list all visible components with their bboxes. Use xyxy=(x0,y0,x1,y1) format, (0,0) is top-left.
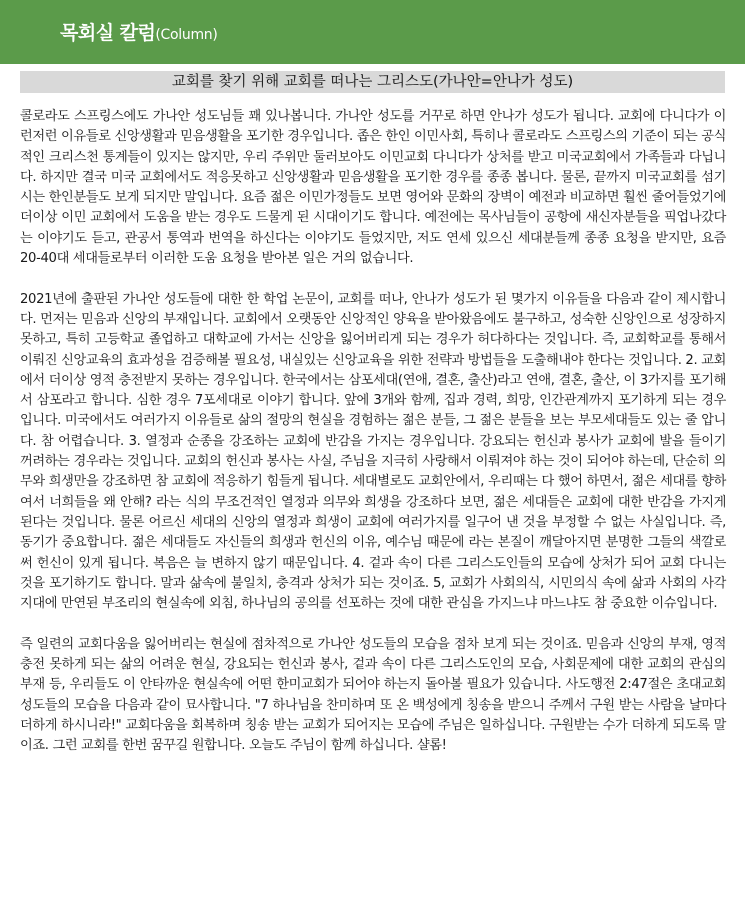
column-header-banner xyxy=(0,0,745,64)
article-paragraph-1: 콜로라도 스프링스에도 가나안 성도님들 꽤 있나봅니다. 가나안 성도를 거꾸로 하면 안나가 성도가 됩니다. 교회에 다니다가 이런저런 이유들로 신앙생활과 믿음생활을 포기한 경우입니다. 좁은 한인 이민사회, 특히나 콜로라도 스프링스의 기준이 되는 공식적인 크리스천 통계들이 있지는 않지만, 우리 주위만 둘러보아도 이민교회 다니다가 상처를 받고 미국교회에서 가족들과 다닙니다. 하지만 결국 미국 교회에서도 적응못하고 신앙생활과 믿음생활을 포기한 경우를 종종 봅니다. 물론, 끝까지 미국교회를 섬기시는 한인분들도 보게 되지만 말입니다. 요즘 젊은 이민가정들도 보면 영어와 문화의 장벽이 예전과 비교하면 훨씬 줄어들었기에 더이상 이민 교회에서 도움을 받는 경우도 드물게 된 시대이기도 합니다. 예전에는 목사님들이 공항에 새신자분들을 픽업나갔다는 이야기도 듣고, 관공서 통역과 번역을 하신다는 이야기도 들었지만, 저도 연세 있으신 세대분들께 종종 요청을 받지만, 요즘 20-40대 세대들로부터 이러한 도움 요청을 받아본 일은 거의 없습니다. xyxy=(20,109,726,267)
article-body xyxy=(20,107,726,777)
column-subtitle-text: (Column) xyxy=(155,27,218,43)
article-paragraph-2: 2021년에 출판된 가나안 성도들에 대한 한 학업 논문이, 교회를 떠나, 안나가 성도가 된 몇가지 이유들을 다음과 같이 제시합니다. 먼저는 믿음과 신앙의 부재입니다. 교회에서 오랫동안 신앙적인 양육을 받아왔음에도 불구하고, 성숙한 신앙인으로 성장하지 못하고, 특히 고등학교 졸업하고 대학교에 가서는 신앙을 잃어버리게 되는 경우가 허다하다는 것입니다. 즉, 교회학교를 통해서 이뤄진 신앙교육의 효과성을 검증해볼 필요성, 내실있는 신앙교육을 위한 전략과 방법들을 도출해내야 한다는 것입니다. 2. 교회에서 더이상 영적 충전받지 못하는 경우입니다. 한국에서는 삼포세대(연애, 결혼, 출산)라고 연애, 결혼, 출산, 이 3가지를 포기해서 삼포라고 합니다. 심한 경우 7포세대로 이야기 합니다. 앞에 3개와 함께, 집과 경력, 희망, 인간관계까지 포기하게 되는 경우입니다. 미국에서도 여러가지 이유들로 삶의 절망의 현실을 경험하는 젊은 분들, 그 젊은 분들을 보는 부모세대들도 있는 줄 압니다. 참 어렵습니다. 3. 열정과 순종을 강조하는 교회에 반감을 가지는 경우입니다. 강요되는 헌신과 봉사가 교회에 발을 들이기 꺼려하는 경우라는 것입니다. 교회의 헌신과 봉사는 사실, 주님을 지극히 사랑해서 이뤄져야 하는 것이 되어야 하는데, 단순히 의무와 희생만을 강조하면 참 교회에 적응하기 힘들게 됩니다. 세대별로도 교회안에서, 우리때는 다 했어 하면서, 젊은 세대를 향하여서 너희들을 왜 안해? 라는 식의 무조건적인 열정과 의무와 희생을 강조하다 보면, 젊은 세대들은 교회에 대한 반감을 가지게 된다는 것입니다. 물론 어르신 세대의 신앙의 열정과 희생이 교회에 여러가지를 일구어 낸 것을 부정할 수 없는 사실입니다. 즉, 동기가 중요합니다. 젊은 세대들도 자신들의 희생과 헌신의 이유, 예수님 때문에 라는 본질이 깨달아지면 분명한 그들의 색깔로써 헌신이 있게 됩니다. 복음은 늘 변하지 않기 때문입니다. 4. 겉과 속이 다른 그리스도인들의 모습에 상처가 되어 교회 다니는 것을 포기하기도 합니다. 말과 삶속에 불일치, 충격과 상처가 되는 것이죠. 5, 교회가 사회의식, 시민의식 속에 삶과 사회의 사각지대에 만연된 부조리의 현실속에 외침, 하나님의 공의를 선포하는 것에 대한 관심을 가지느냐 마느냐도 참 중요한 이슈입니다. xyxy=(20,291,726,612)
article-paragraph-3: 즉 일련의 교회다움을 잃어버리는 현실에 점차적으로 가나안 성도들의 모습을 점차 보게 되는 것이죠. 믿음과 신앙의 부재, 영적 충전 못하게 되는 삶의 어려운 현실, 강요되는 헌신과 봉사, 겉과 속이 다른 그리스도인의 모습, 사회문제에 대한 교회의 관심의 부재 등, 우리들도 이 안타까운 현실속에 어떤 한미교회가 되어야 하는지 돌아볼 필요가 있습니다. 사도행전 2:47절은 초대교회 성도들의 모습을 다음과 같이 묘사합니다. "7 하나님을 찬미하며 또 온 백성에게 칭송을 받으니 주께서 구원 받는 사람을 날마다 더하게 하시니라!" 교회다움을 회복하며 칭송 받는 교회가 되어지는 모습에 주님은 일하십니다. 구원받는 수가 더하게 되도록 말이죠. 그런 교회를 한번 꿈꾸길 원합니다. 오늘도 주님이 함께 하십니다. 샬롬! xyxy=(20,636,726,754)
column-title-text: 목회실 칼럼 xyxy=(60,22,156,44)
article-title: 교회를 찾기 위해 교회를 떠나는 그리스도(가나안=안나가 성도) xyxy=(20,71,725,93)
column-header-title xyxy=(60,18,218,45)
